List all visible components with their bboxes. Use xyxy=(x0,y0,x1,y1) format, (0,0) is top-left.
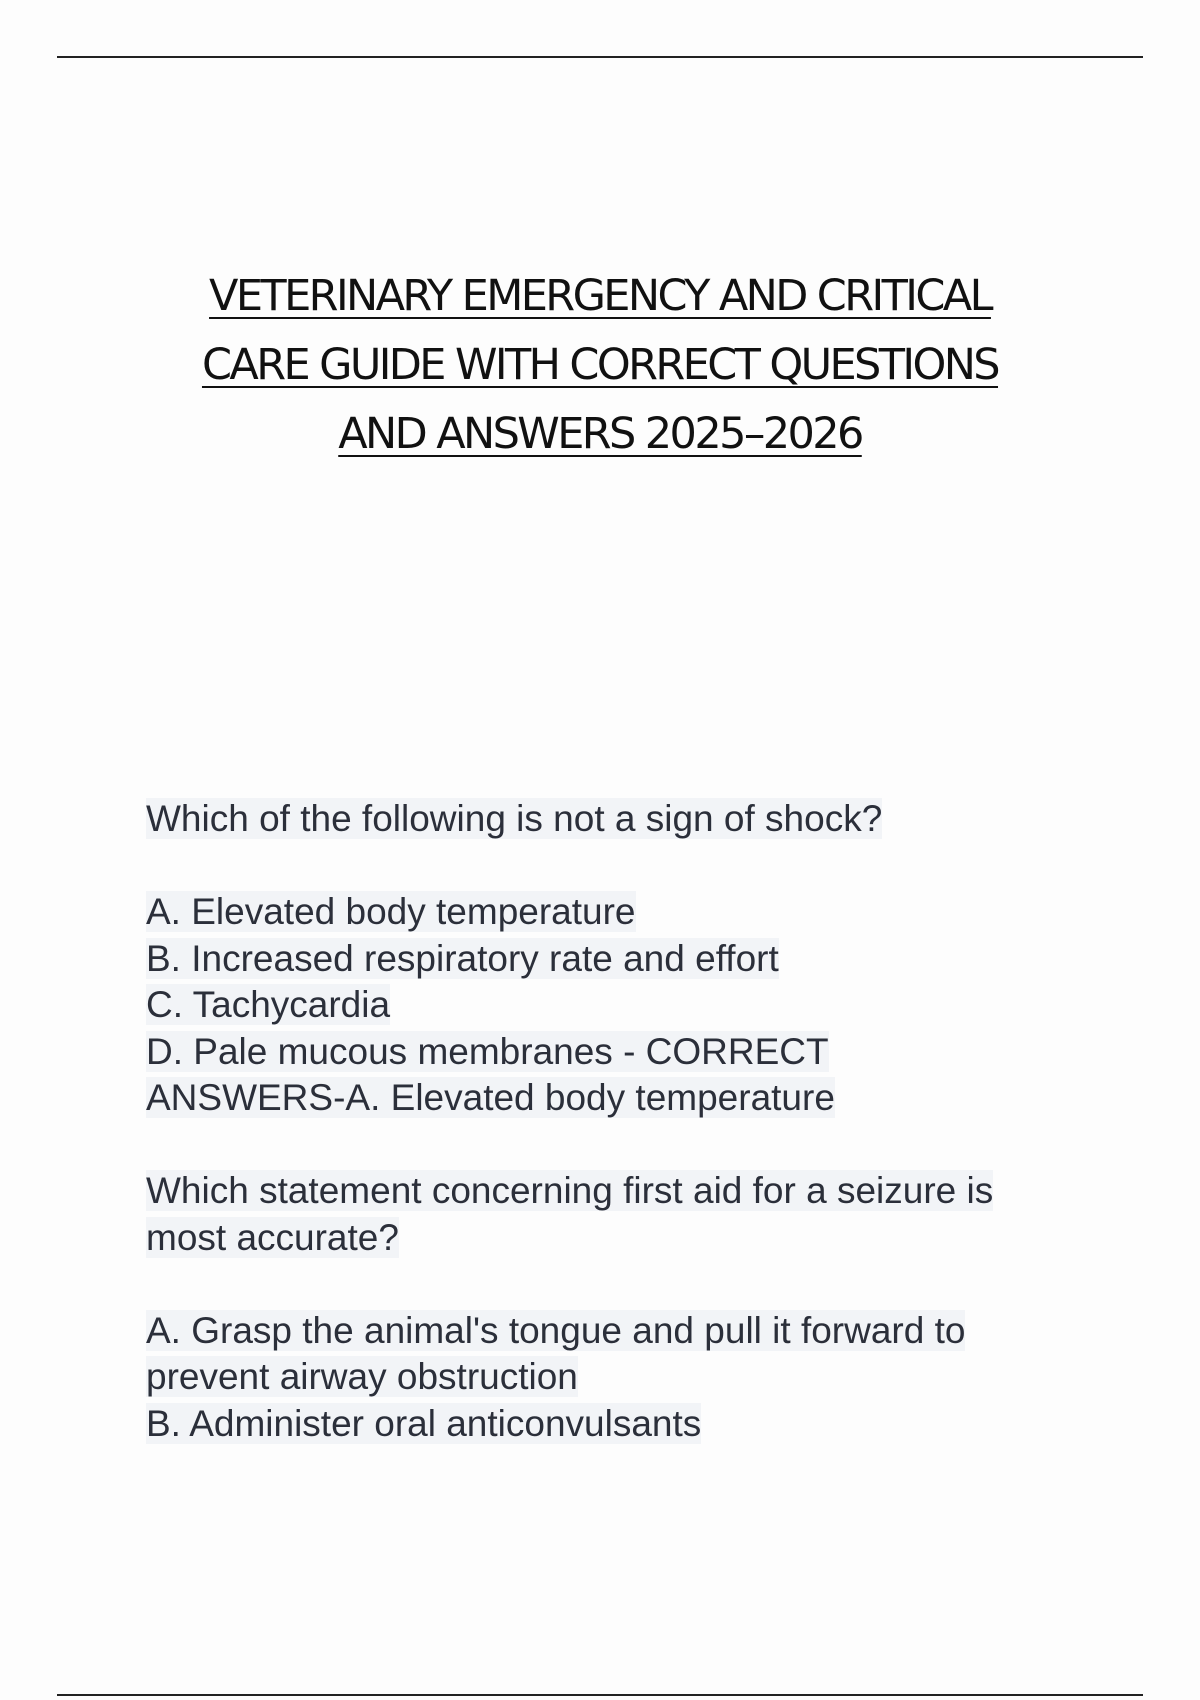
question-2-stem-line-2: most accurate? xyxy=(146,1216,399,1258)
bottom-rule xyxy=(57,1694,1143,1696)
question-1-option-c: C. Tachycardia xyxy=(146,984,391,1025)
question-1-stem: Which of the following is not a sign of shock? xyxy=(146,798,883,839)
title-line-2: CARE GUIDE WITH CORRECT QUESTIONS xyxy=(201,340,999,390)
top-rule xyxy=(57,56,1143,58)
question-2-option-a-line-1: A. Grasp the animal's tongue and pull it forward to xyxy=(146,1309,966,1351)
title-line-3: AND ANSWERS 2025–2026 xyxy=(338,409,862,459)
document-title xyxy=(0,262,1200,469)
question-1-option-d: D. Pale mucous membranes - CORRECT xyxy=(146,1030,829,1072)
question-2-option-b: B. Administer oral anticonvulsants xyxy=(146,1402,702,1444)
title-line-1: VETERINARY EMERGENCY AND CRITICAL xyxy=(209,271,991,321)
question-2-stem-line-1: Which statement concerning first aid for a seizure is xyxy=(146,1170,994,1211)
question-1-option-a: A. Elevated body temperature xyxy=(146,891,636,932)
question-2-option-a-line-2: prevent airway obstruction xyxy=(146,1356,578,1397)
question-1-option-b: B. Increased respiratory rate and effort xyxy=(146,937,779,979)
question-block xyxy=(146,796,993,1447)
question-1-answer: ANSWERS-A. Elevated body temperature xyxy=(146,1077,835,1118)
